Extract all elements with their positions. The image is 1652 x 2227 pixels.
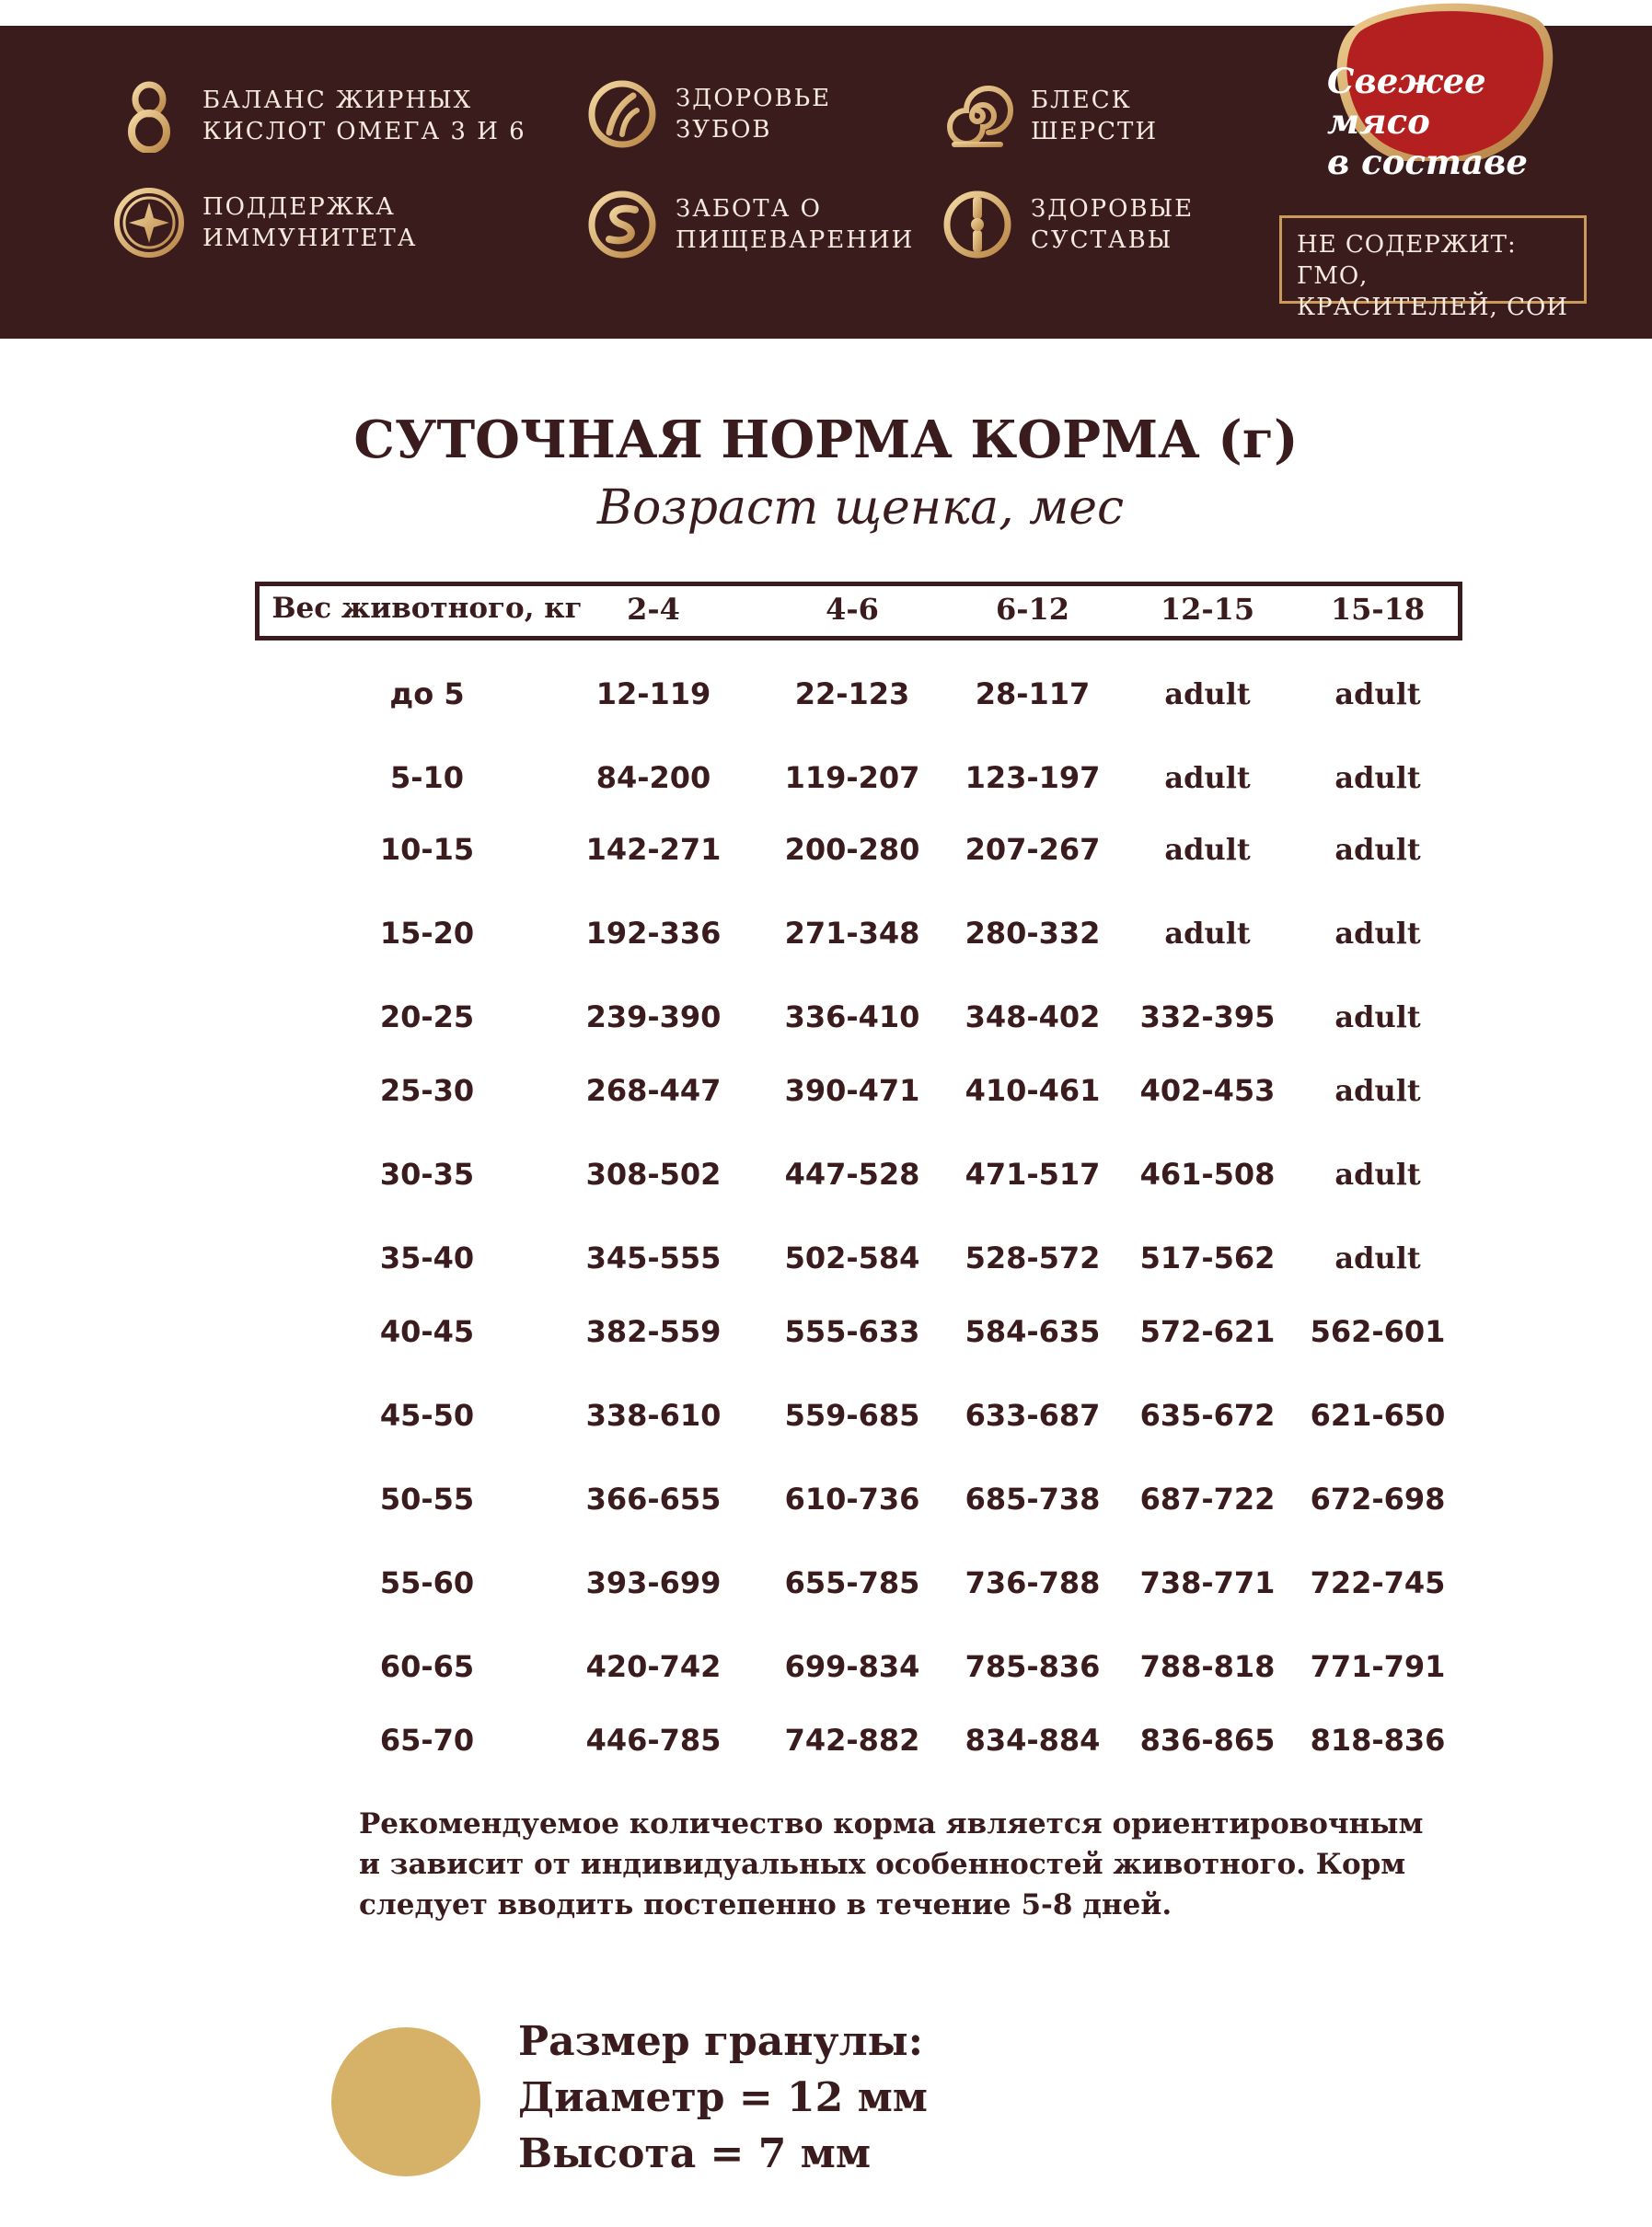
table-cell: 446-785 bbox=[585, 1723, 722, 1758]
feature-omega bbox=[112, 79, 526, 153]
table-cell: 28-117 bbox=[975, 676, 1091, 711]
table-row-weight: 40-45 bbox=[379, 1314, 475, 1349]
table-cell: 123-197 bbox=[965, 760, 1101, 795]
table-row-weight: 55-60 bbox=[379, 1565, 475, 1600]
table-row-weight: 20-25 bbox=[379, 999, 475, 1034]
table-cell: 461-508 bbox=[1139, 1157, 1276, 1192]
feature-immunity bbox=[112, 186, 417, 260]
table-cell: 271-348 bbox=[784, 916, 920, 951]
table-cell: 192-336 bbox=[585, 916, 722, 951]
table-cell: adult bbox=[1334, 1073, 1421, 1108]
granule-icon bbox=[331, 2027, 480, 2176]
feature-banner bbox=[0, 26, 1652, 339]
table-cell: adult bbox=[1164, 832, 1251, 867]
table-cell: adult bbox=[1334, 676, 1421, 711]
granule-info bbox=[518, 2014, 928, 2182]
omega-8-icon bbox=[112, 79, 186, 153]
table-row-weight: 5-10 bbox=[389, 760, 465, 795]
granule-height: Высота = 7 мм bbox=[518, 2130, 872, 2177]
table-cell: 836-865 bbox=[1139, 1723, 1276, 1758]
joint-icon bbox=[941, 188, 1014, 261]
table-cell: 336-410 bbox=[784, 999, 920, 1034]
feature-joints-label: ЗДОРОВЫЕ СУСТАВЫ bbox=[1031, 195, 1195, 254]
table-row-weight: 65-70 bbox=[379, 1723, 475, 1758]
table-cell: 420-742 bbox=[585, 1649, 722, 1684]
table-cell: 610-736 bbox=[784, 1482, 920, 1517]
table-cell: 471-517 bbox=[965, 1157, 1101, 1192]
table-header-cell: 6-12 bbox=[995, 592, 1070, 627]
table-cell: 528-572 bbox=[965, 1240, 1101, 1275]
feature-immunity-label: ПОДДЕРЖКА ИММУНИТЕТА bbox=[202, 193, 418, 252]
table-cell: 633-687 bbox=[965, 1398, 1101, 1433]
table-cell: 517-562 bbox=[1139, 1240, 1276, 1275]
table-row-weight: 60-65 bbox=[379, 1649, 475, 1684]
table-cell: 788-818 bbox=[1139, 1649, 1276, 1684]
table-row-weight: 30-35 bbox=[379, 1157, 475, 1192]
granule-diameter: Диаметр = 12 мм bbox=[518, 2074, 929, 2121]
feeding-note: Рекомендуемое количество корма является ориентировочным и зависит от индивидуальных особенностей животного. Корм следует вводить постепенно в течение 5-8 дней. bbox=[359, 1807, 1424, 1921]
table-cell: 572-621 bbox=[1139, 1314, 1276, 1349]
feature-joints bbox=[941, 188, 1194, 261]
table-cell: 393-699 bbox=[585, 1565, 722, 1600]
table-cell: 239-390 bbox=[585, 999, 722, 1034]
table-header-cell: Вес животного, кг bbox=[271, 592, 583, 625]
table-cell: 834-884 bbox=[965, 1723, 1101, 1758]
table-title: СУТОЧНАЯ НОРМА КОРМА (г) bbox=[353, 410, 1299, 470]
table-cell: adult bbox=[1164, 916, 1251, 951]
feature-digestion bbox=[585, 188, 914, 261]
table-header-cell: 4-6 bbox=[826, 592, 879, 627]
fresh-meat-badge bbox=[1325, 26, 1565, 187]
table-cell: 142-271 bbox=[585, 832, 722, 867]
table-cell: 621-650 bbox=[1310, 1398, 1446, 1433]
table-cell: 785-836 bbox=[965, 1649, 1101, 1684]
table-cell: 348-402 bbox=[965, 999, 1101, 1034]
table-cell: adult bbox=[1334, 1240, 1421, 1275]
table-cell: 818-836 bbox=[1310, 1723, 1446, 1758]
table-cell: adult bbox=[1334, 760, 1421, 795]
table-cell: 584-635 bbox=[965, 1314, 1101, 1349]
table-cell: 685-738 bbox=[965, 1482, 1101, 1517]
table-cell: 771-791 bbox=[1310, 1649, 1446, 1684]
table-cell: 12-119 bbox=[595, 676, 711, 711]
table-cell: 742-882 bbox=[784, 1723, 920, 1758]
table-cell: 722-745 bbox=[1310, 1565, 1446, 1600]
table-cell: 207-267 bbox=[965, 832, 1101, 867]
table-cell: 555-633 bbox=[784, 1314, 920, 1349]
table-row-weight: 10-15 bbox=[379, 832, 475, 867]
table-cell: adult bbox=[1334, 1157, 1421, 1192]
feature-coat-label: БЛЕСК ШЕРСТИ bbox=[1031, 87, 1159, 145]
table-cell: 382-559 bbox=[585, 1314, 722, 1349]
table-row-weight: 25-30 bbox=[379, 1073, 475, 1108]
table-cell: 200-280 bbox=[784, 832, 920, 867]
table-cell: 345-555 bbox=[585, 1240, 722, 1275]
table-cell: adult bbox=[1164, 760, 1251, 795]
table-cell: 22-123 bbox=[794, 676, 910, 711]
table-header-cell: 15-18 bbox=[1330, 592, 1426, 627]
table-cell: 280-332 bbox=[965, 916, 1101, 951]
table-header-cell: 2-4 bbox=[627, 592, 680, 627]
table-cell: 366-655 bbox=[585, 1482, 722, 1517]
table-row-weight: 15-20 bbox=[379, 916, 475, 951]
table-cell: 268-447 bbox=[585, 1073, 722, 1108]
table-row-weight: до 5 bbox=[389, 676, 465, 711]
table-cell: 332-395 bbox=[1139, 999, 1276, 1034]
table-row-weight: 50-55 bbox=[379, 1482, 475, 1517]
granule-title: Размер гранулы: bbox=[518, 2018, 923, 2065]
table-cell: 338-610 bbox=[585, 1398, 722, 1433]
table-cell: 119-207 bbox=[784, 760, 920, 795]
digestion-icon bbox=[585, 188, 659, 261]
table-row-weight: 35-40 bbox=[379, 1240, 475, 1275]
table-cell: 559-685 bbox=[784, 1398, 920, 1433]
swirl-icon bbox=[941, 79, 1014, 153]
table-cell: 635-672 bbox=[1139, 1398, 1276, 1433]
feature-omega-label: БАЛАНС ЖИРНЫХ КИСЛОТ ОМЕГА 3 И 6 bbox=[202, 87, 526, 145]
table-cell: adult bbox=[1334, 916, 1421, 951]
table-header-cell: 12-15 bbox=[1160, 592, 1255, 627]
feature-teeth-label: ЗДОРОВЬЕ ЗУБОВ bbox=[676, 85, 832, 144]
table-cell: 402-453 bbox=[1139, 1073, 1276, 1108]
table-cell: 687-722 bbox=[1139, 1482, 1276, 1517]
table-cell: 502-584 bbox=[784, 1240, 920, 1275]
table-cell: 410-461 bbox=[965, 1073, 1101, 1108]
fresh-meat-text: Свежее мясо в составе bbox=[1327, 61, 1528, 182]
table-cell: adult bbox=[1334, 999, 1421, 1034]
table-cell: 738-771 bbox=[1139, 1565, 1276, 1600]
table-cell: 447-528 bbox=[784, 1157, 920, 1192]
table-subtitle: Возраст щенка, мес bbox=[596, 480, 1125, 536]
feature-teeth bbox=[585, 77, 831, 151]
table-cell: 562-601 bbox=[1310, 1314, 1446, 1349]
table-cell: adult bbox=[1164, 676, 1251, 711]
table-cell: adult bbox=[1334, 832, 1421, 867]
table-cell: 736-788 bbox=[965, 1565, 1101, 1600]
table-cell: 672-698 bbox=[1310, 1482, 1446, 1517]
table-row-weight: 45-50 bbox=[379, 1398, 475, 1433]
feature-digestion-label: ЗАБОТА О ПИЩЕВАРЕНИИ bbox=[676, 195, 915, 254]
no-gmo-badge: НЕ СОДЕРЖИТ: ГМО, КРАСИТЕЛЕЙ, СОИ bbox=[1279, 215, 1587, 304]
feature-coat bbox=[941, 79, 1158, 153]
table-cell: 390-471 bbox=[784, 1073, 920, 1108]
star-shield-icon bbox=[112, 186, 186, 260]
table-cell: 699-834 bbox=[784, 1649, 920, 1684]
table-cell: 84-200 bbox=[595, 760, 711, 795]
table-cell: 308-502 bbox=[585, 1157, 722, 1192]
table-cell: 655-785 bbox=[784, 1565, 920, 1600]
tooth-icon bbox=[585, 77, 659, 151]
